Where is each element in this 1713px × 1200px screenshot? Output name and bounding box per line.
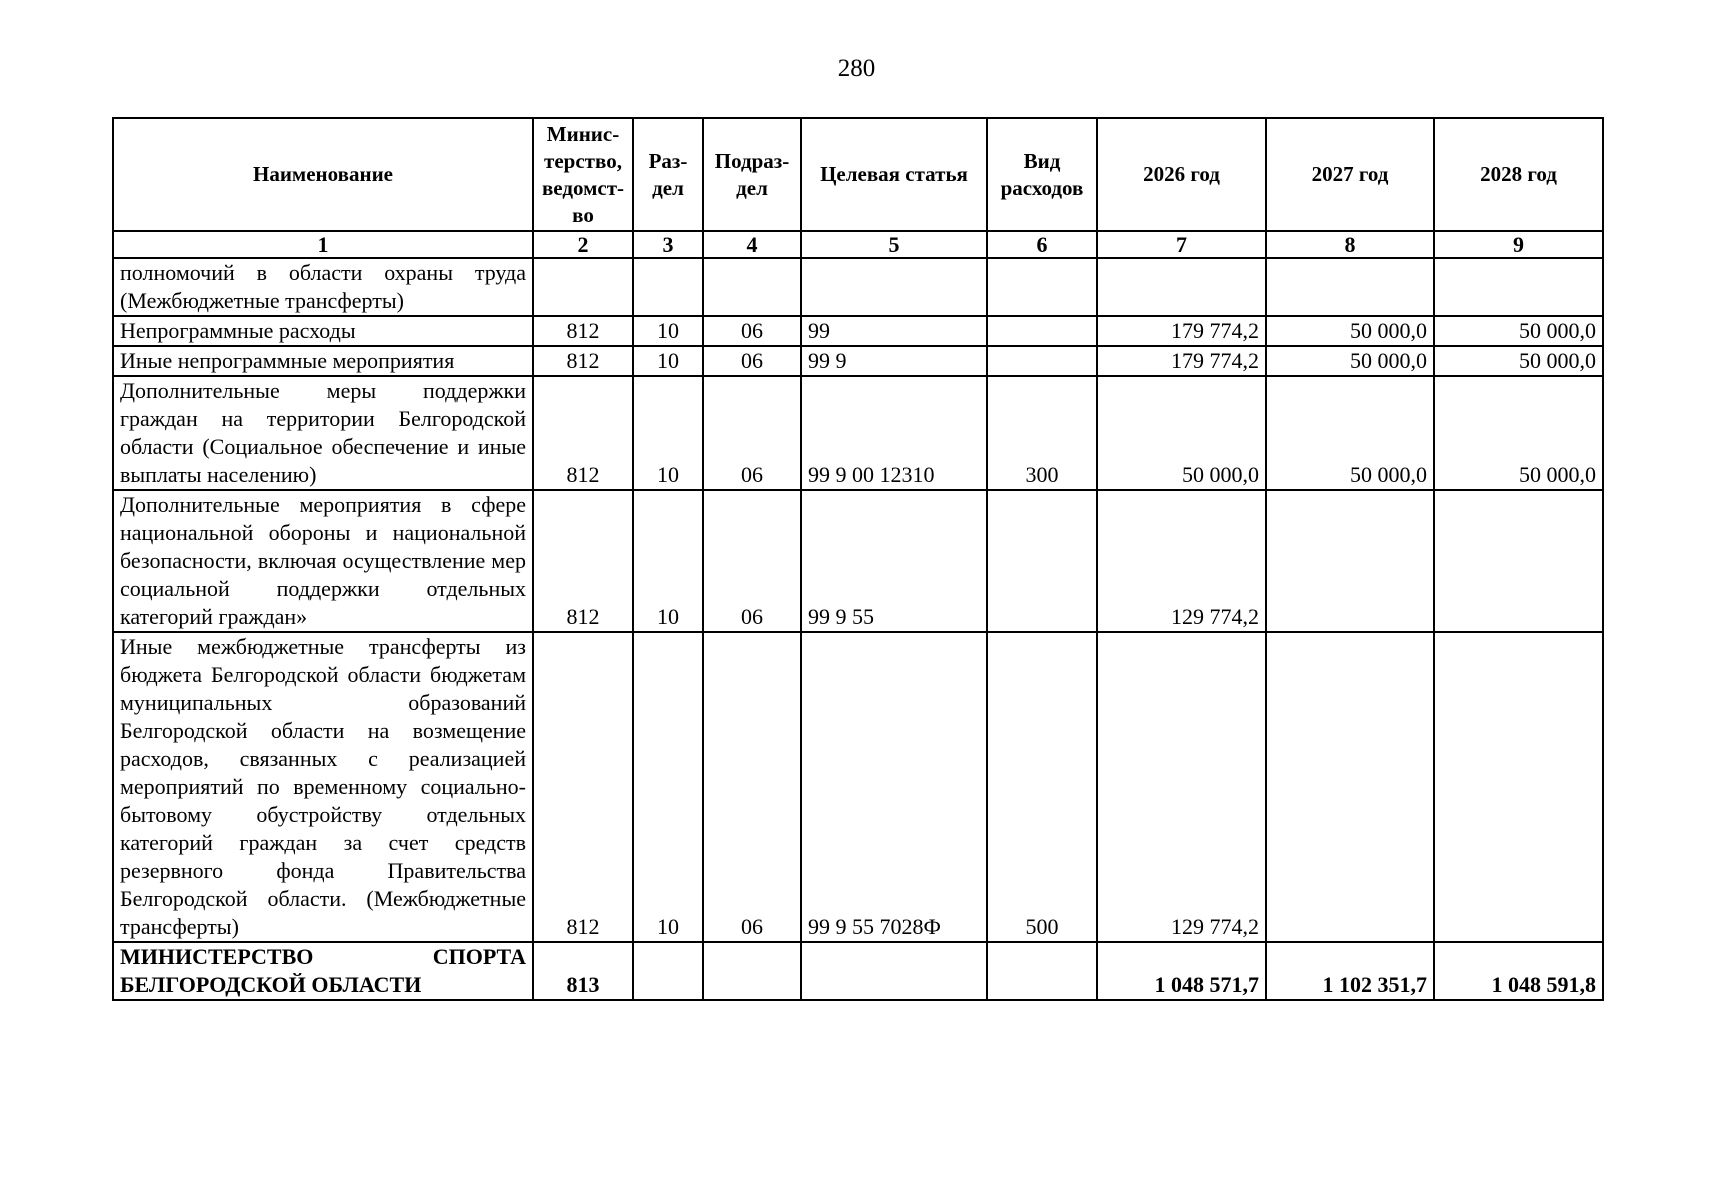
row-target: 99 9 55 — [801, 490, 987, 632]
page-number: 280 — [837, 55, 876, 82]
row-2026: 50 000,0 — [1097, 376, 1266, 490]
total-ministry: 813 — [533, 942, 633, 1000]
row-subsection: 06 — [703, 632, 801, 942]
budget-table — [112, 117, 1604, 1001]
row-2028: 50 000,0 — [1434, 346, 1603, 376]
row-expense-type: 300 — [987, 376, 1097, 490]
row-section: 10 — [633, 632, 703, 942]
row-ministry: 812 — [533, 316, 633, 346]
row-expense-type — [987, 490, 1097, 632]
row-section: 10 — [633, 490, 703, 632]
row-2026: 179 774,2 — [1097, 316, 1266, 346]
total-section — [633, 942, 703, 1000]
header-name: Наименование — [113, 118, 533, 231]
total-2028: 1 048 591,8 — [1434, 942, 1603, 1000]
header-2028: 2028 год — [1434, 118, 1603, 231]
row-ministry: 812 — [533, 632, 633, 942]
row-2028: 50 000,0 — [1434, 316, 1603, 346]
row-subsection: 06 — [703, 346, 801, 376]
row-name: полномочий в области охраны труда (Межбюджетные трансферты) — [113, 258, 533, 316]
row-2027 — [1266, 632, 1434, 942]
column-number: 1 — [113, 231, 533, 258]
row-subsection — [703, 258, 801, 316]
row-name: Иные межбюджетные трансферты из бюджета Белгородской области бюджетам муниципальных образований Белгородской области на возмещение расходов, связанных с реализацией мероприятий по временному социально-бытовому обустройству отдельных категорий граждан за счет средств резервного фонда Правительства Белгородской области. (Межбюджетные трансферты) — [113, 632, 533, 942]
header-section: Раз-дел — [633, 118, 703, 231]
row-2026: 129 774,2 — [1097, 632, 1266, 942]
row-2027: 50 000,0 — [1266, 316, 1434, 346]
row-target: 99 9 00 12310 — [801, 376, 987, 490]
row-expense-type: 500 — [987, 632, 1097, 942]
column-number: 3 — [633, 231, 703, 258]
column-number: 4 — [703, 231, 801, 258]
row-ministry: 812 — [533, 376, 633, 490]
row-name: Непрограммные расходы — [113, 316, 533, 346]
row-target: 99 9 55 7028Ф — [801, 632, 987, 942]
row-ministry: 812 — [533, 490, 633, 632]
column-number: 9 — [1434, 231, 1603, 258]
row-2028 — [1434, 632, 1603, 942]
row-section: 10 — [633, 316, 703, 346]
row-2027 — [1266, 258, 1434, 316]
row-subsection: 06 — [703, 376, 801, 490]
row-2026 — [1097, 258, 1266, 316]
column-number: 7 — [1097, 231, 1266, 258]
row-2026: 129 774,2 — [1097, 490, 1266, 632]
table-row — [113, 490, 1603, 632]
column-number: 6 — [987, 231, 1097, 258]
row-ministry: 812 — [533, 346, 633, 376]
row-2027 — [1266, 490, 1434, 632]
row-2028 — [1434, 258, 1603, 316]
total-expense-type — [987, 942, 1097, 1000]
row-2028 — [1434, 490, 1603, 632]
row-section: 10 — [633, 376, 703, 490]
row-target — [801, 258, 987, 316]
row-section — [633, 258, 703, 316]
column-number: 5 — [801, 231, 987, 258]
total-subsection — [703, 942, 801, 1000]
table-row — [113, 316, 1603, 346]
total-2026: 1 048 571,7 — [1097, 942, 1266, 1000]
row-target: 99 9 — [801, 346, 987, 376]
total-2027: 1 102 351,7 — [1266, 942, 1434, 1000]
total-row — [113, 942, 1603, 1000]
header-subsection: Подраз-дел — [703, 118, 801, 231]
row-expense-type — [987, 258, 1097, 316]
row-2027: 50 000,0 — [1266, 346, 1434, 376]
column-number: 2 — [533, 231, 633, 258]
table-row — [113, 258, 1603, 316]
row-2027: 50 000,0 — [1266, 376, 1434, 490]
row-expense-type — [987, 346, 1097, 376]
column-number: 8 — [1266, 231, 1434, 258]
header-target: Целевая статья — [801, 118, 987, 231]
header-2027: 2027 год — [1266, 118, 1434, 231]
row-section: 10 — [633, 346, 703, 376]
table-row — [113, 376, 1603, 490]
header-2026: 2026 год — [1097, 118, 1266, 231]
table-row — [113, 632, 1603, 942]
row-2026: 179 774,2 — [1097, 346, 1266, 376]
row-name: Дополнительные меры поддержки граждан на территории Белгородской области (Социальное обеспечение и иные выплаты населению) — [113, 376, 533, 490]
column-number-row — [113, 231, 1603, 258]
row-target: 99 — [801, 316, 987, 346]
total-name: МИНИСТЕРСТВО СПОРТА БЕЛГОРОДСКОЙ ОБЛАСТИ — [113, 942, 533, 1000]
row-ministry — [533, 258, 633, 316]
total-target — [801, 942, 987, 1000]
header-expense-type: Вид расходов — [987, 118, 1097, 231]
row-2028: 50 000,0 — [1434, 376, 1603, 490]
row-subsection: 06 — [703, 490, 801, 632]
header-row — [113, 118, 1603, 231]
row-name: Дополнительные мероприятия в сфере национальной обороны и национальной безопасности, включая осуществление мер социальной поддержки отдельных категорий граждан» — [113, 490, 533, 632]
row-name: Иные непрограммные мероприятия — [113, 346, 533, 376]
row-expense-type — [987, 316, 1097, 346]
header-ministry: Минис-терство, ведомст-во — [533, 118, 633, 231]
table-row — [113, 346, 1603, 376]
row-subsection: 06 — [703, 316, 801, 346]
